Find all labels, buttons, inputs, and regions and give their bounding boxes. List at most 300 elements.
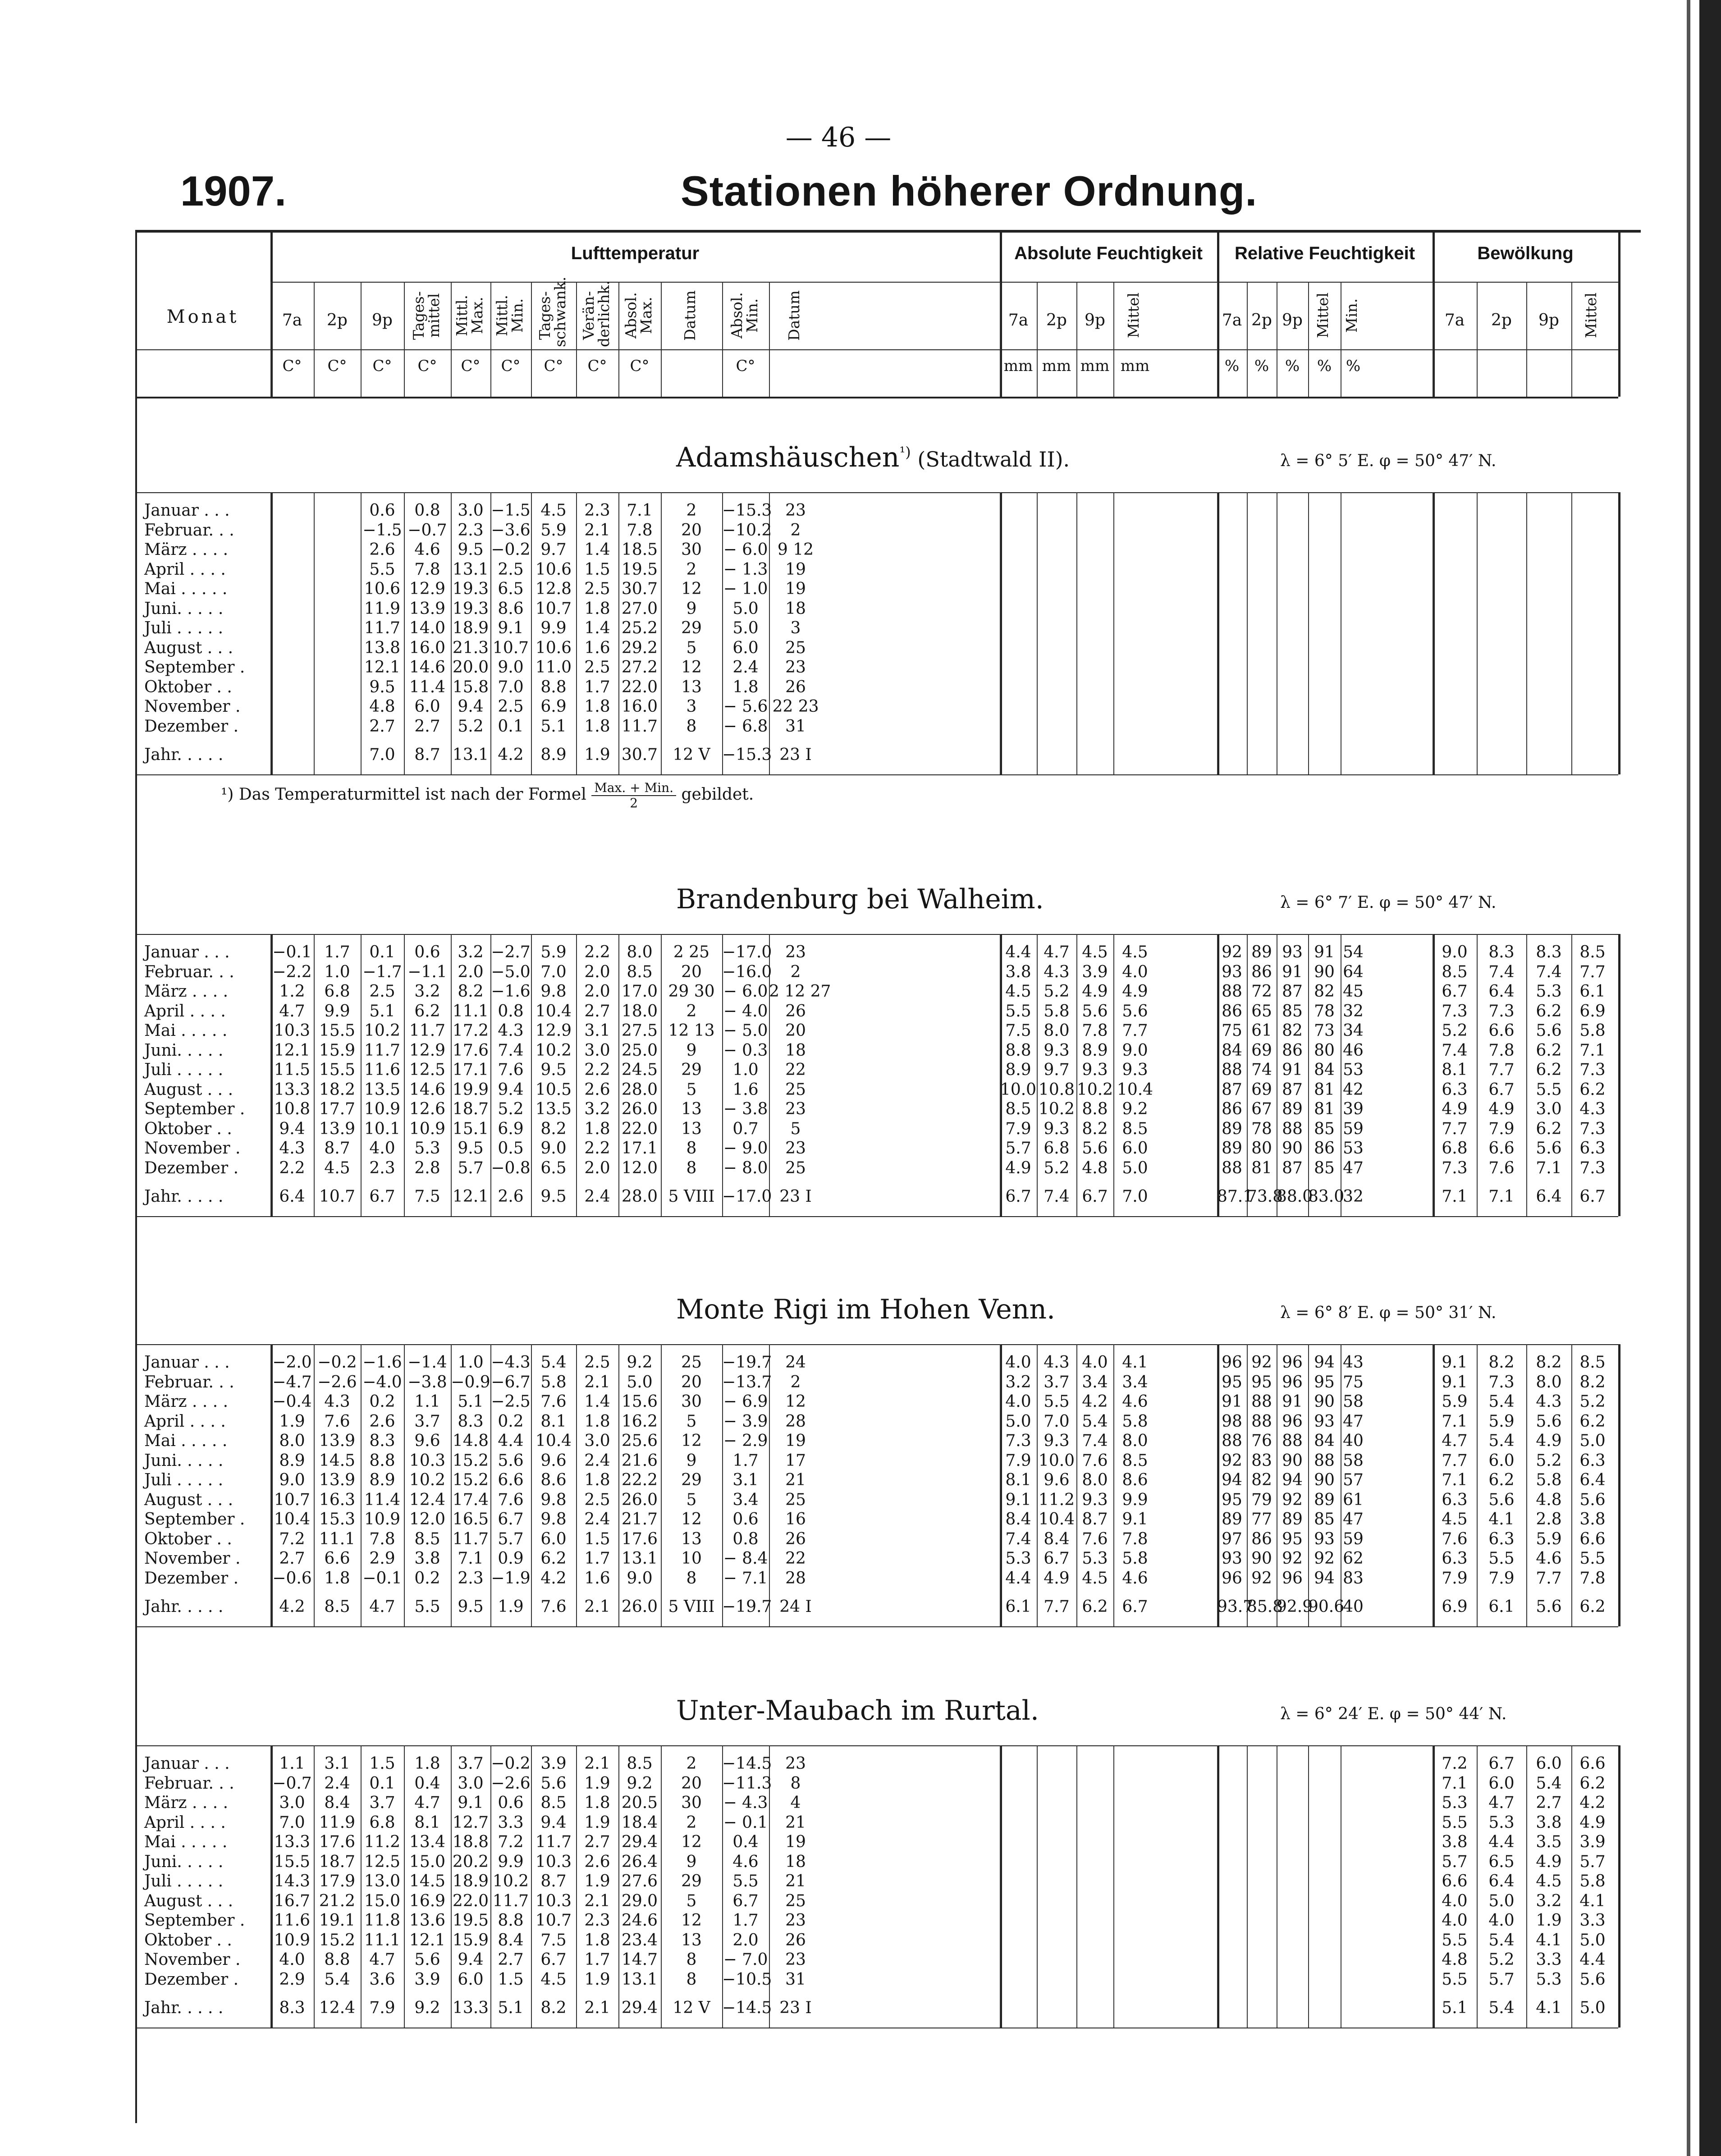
table-cell: 0.6 [414, 943, 440, 961]
table-cell: 92 [1222, 943, 1242, 961]
table-cell: 17.6 [452, 1041, 489, 1060]
table-cell: 5.8 [1122, 1412, 1148, 1431]
rule-horizontal [135, 1626, 1618, 1627]
row-month-label: August . . . [144, 1490, 233, 1509]
table-cell: 15.8 [452, 677, 489, 696]
table-cell: 8 [686, 1139, 697, 1158]
table-cell: 9.1 [498, 619, 524, 637]
table-cell: −1.6 [491, 982, 531, 1001]
column-header: Mittel [1582, 293, 1600, 339]
table-cell: 32 [1343, 1187, 1364, 1206]
table-cell: 5.9 [1536, 1529, 1562, 1548]
table-cell: 23 I [779, 1187, 812, 1206]
table-cell: 14.5 [409, 1872, 446, 1891]
table-cell: 2.7 [279, 1549, 305, 1568]
table-cell: 96 [1282, 1353, 1303, 1372]
table-cell: 45 [1343, 982, 1364, 1001]
table-cell: 96 [1222, 1353, 1242, 1372]
table-cell: 11.7 [535, 1833, 572, 1851]
table-cell: 8.5 [627, 1754, 653, 1773]
table-cell: 7.9 [369, 1999, 395, 2017]
table-cell: 9.3 [1044, 1041, 1070, 1060]
table-cell: 4 [790, 1794, 801, 1812]
rule-vertical [1308, 282, 1309, 397]
table-cell: 5.8 [540, 1373, 567, 1392]
table-cell: 23.4 [621, 1931, 658, 1950]
table-cell: 95 [1282, 1529, 1303, 1548]
row-month-label: November . [144, 1139, 241, 1158]
table-cell: 87 [1282, 1158, 1303, 1177]
table-cell: 18.9 [452, 619, 489, 637]
table-cell: 15.5 [319, 1021, 356, 1040]
table-cell: 9.3 [1044, 1119, 1070, 1138]
table-cell: 5.9 [540, 943, 567, 961]
table-cell: 15.0 [409, 1852, 446, 1871]
table-cell: 92.9 [1277, 1598, 1313, 1616]
table-cell: 9.5 [369, 677, 395, 696]
table-cell: − 6.9 [723, 1392, 768, 1411]
table-cell: 6.2 [1579, 1598, 1606, 1616]
table-cell: 5 VIII [668, 1187, 715, 1206]
table-cell: 9 12 [777, 540, 814, 559]
table-cell: 5.8 [1579, 1872, 1606, 1891]
table-cell: 5.7 [498, 1529, 524, 1548]
table-cell: 1.7 [584, 677, 610, 696]
table-cell: 0.6 [498, 1794, 524, 1812]
row-month-label: Februar. . . [144, 521, 234, 540]
table-cell: 19.5 [452, 1911, 489, 1930]
table-cell: 5.5 [1442, 1970, 1468, 1989]
table-cell: 1.8 [584, 1412, 610, 1431]
table-cell: 92 [1251, 1569, 1272, 1588]
table-cell: 6.3 [1579, 1139, 1606, 1158]
table-cell: 7.3 [1488, 1373, 1515, 1392]
table-cell: 2.3 [458, 521, 484, 540]
table-cell: 4.9 [1536, 1852, 1562, 1871]
table-cell: 4.5 [1082, 943, 1108, 961]
table-cell: 20.5 [621, 1794, 658, 1812]
table-cell: 6.5 [498, 580, 524, 598]
table-cell: 90 [1314, 1471, 1335, 1489]
table-cell: 7.5 [1005, 1021, 1031, 1040]
table-cell: 5 [686, 1412, 697, 1431]
table-cell: 22 23 [772, 697, 819, 716]
station-name: Monte Rigi im Hohen Venn. [676, 1294, 1056, 1325]
table-cell: 7.7 [1122, 1021, 1148, 1040]
table-cell: 6.3 [1442, 1080, 1468, 1099]
table-cell: 5.7 [1579, 1852, 1606, 1871]
table-cell: 11.7 [621, 717, 658, 736]
table-cell: 10.2 [1038, 1100, 1075, 1118]
column-unit: C° [630, 357, 650, 375]
table-cell: 7.6 [324, 1412, 350, 1431]
table-cell: 4.5 [540, 501, 567, 520]
table-cell: 4.7 [369, 1950, 395, 1969]
table-cell: 5.7 [1488, 1970, 1515, 1989]
table-cell: 4.9 [1005, 1158, 1031, 1177]
table-cell: 1.6 [584, 638, 610, 657]
table-cell: 9.1 [458, 1794, 484, 1812]
table-cell: 0.8 [498, 1002, 524, 1021]
table-cell: 69 [1251, 1080, 1272, 1099]
table-cell: 2.7 [584, 1833, 610, 1851]
table-cell: 3.9 [414, 1970, 440, 1989]
table-cell: 8 [686, 1970, 697, 1989]
table-cell: 58 [1343, 1451, 1364, 1470]
table-cell: 91 [1222, 1392, 1242, 1411]
rule-vertical [1076, 492, 1077, 774]
table-cell: 75 [1222, 1021, 1242, 1040]
table-cell: 0.1 [369, 1774, 395, 1793]
table-cell: 13 [681, 1529, 702, 1548]
table-cell: 5.6 [1082, 1139, 1108, 1158]
table-cell: 7.9 [1488, 1569, 1515, 1588]
table-cell: 6.0 [414, 697, 440, 716]
table-cell: 14.8 [452, 1432, 489, 1450]
table-cell: 12.4 [409, 1490, 446, 1509]
table-cell: 8.5 [627, 962, 653, 981]
table-cell: 3.0 [458, 1774, 484, 1793]
row-month-label: Dezember . [144, 1158, 239, 1177]
table-cell: 9 [686, 1041, 697, 1060]
table-cell: −0.8 [491, 1158, 531, 1177]
column-header: Datum [681, 290, 699, 341]
table-cell: 59 [1343, 1119, 1364, 1138]
table-cell: 7.1 [1442, 1471, 1468, 1489]
table-cell: 2.3 [584, 1911, 610, 1930]
table-cell: 10.0 [1038, 1451, 1075, 1470]
table-cell: 4.2 [540, 1569, 567, 1588]
table-cell: 5.3 [1536, 1970, 1562, 1989]
table-cell: 23 [785, 501, 806, 520]
table-cell: 5.9 [540, 521, 567, 540]
table-cell: 5.6 [1536, 1412, 1562, 1431]
table-cell: 7.6 [1488, 1158, 1515, 1177]
table-cell: 11.1 [364, 1931, 401, 1950]
table-cell: − 4.3 [723, 1794, 768, 1812]
table-cell: −17.0 [722, 943, 772, 961]
table-cell: 0.4 [414, 1774, 440, 1793]
table-cell: 86 [1251, 962, 1272, 981]
table-cell: 6.9 [540, 697, 567, 716]
table-cell: 3.6 [369, 1970, 395, 1989]
row-month-label: Februar. . . [144, 1373, 234, 1392]
table-cell: 15.5 [319, 1061, 356, 1079]
table-cell: 2 [790, 962, 801, 981]
table-cell: 9.5 [540, 1061, 567, 1079]
table-cell: 2 [686, 1002, 697, 1021]
table-cell: 92 [1222, 1451, 1242, 1470]
table-cell: 28 [785, 1412, 806, 1431]
table-cell: 95 [1222, 1373, 1242, 1392]
rule-horizontal [135, 1745, 1618, 1746]
table-cell: 7.0 [1044, 1412, 1070, 1431]
table-cell: 6.2 [1579, 1080, 1606, 1099]
table-cell: 88.0 [1277, 1187, 1313, 1206]
table-cell: 0.2 [369, 1392, 395, 1411]
table-cell: 0.2 [414, 1569, 440, 1588]
table-cell: 6.2 [1536, 1041, 1562, 1060]
table-cell: − 5.0 [723, 1021, 768, 1040]
table-cell: 10.9 [364, 1510, 401, 1529]
table-cell: 9.0 [627, 1569, 653, 1588]
rule-vertical [1571, 492, 1572, 774]
rule-vertical [531, 282, 532, 397]
table-cell: 1.5 [584, 560, 610, 579]
table-cell: 19.1 [319, 1911, 356, 1930]
table-cell: 21.6 [621, 1451, 658, 1470]
table-cell: 23 [785, 1950, 806, 1969]
row-month-label: Oktober . . [144, 1529, 232, 1548]
table-cell: 9.1 [1005, 1490, 1031, 1509]
table-cell: 96 [1282, 1412, 1303, 1431]
table-cell: 2.5 [369, 982, 395, 1001]
table-cell: 2.6 [369, 540, 395, 559]
rule-vertical [270, 492, 271, 774]
table-cell: 2.9 [279, 1970, 305, 1989]
table-cell: 8.2 [540, 1999, 567, 2017]
table-cell: 8.5 [1579, 1353, 1606, 1372]
table-cell: 7.1 [1442, 1187, 1468, 1206]
table-cell: 91 [1282, 962, 1303, 981]
table-cell: 8.7 [324, 1139, 350, 1158]
table-cell: −2.6 [491, 1774, 531, 1793]
table-cell: 4.9 [1122, 982, 1148, 1001]
table-cell: 8 [686, 717, 697, 736]
page-title: Stationen höherer Ordnung. [681, 167, 1258, 215]
table-cell: 16.9 [409, 1891, 446, 1910]
table-cell: 20.2 [452, 1852, 489, 1871]
table-cell: 3.5 [1536, 1833, 1562, 1851]
table-cell: 29.4 [621, 1833, 658, 1851]
table-cell: 6.6 [324, 1549, 350, 1568]
row-month-label: April . . . . [144, 1813, 226, 1832]
rule-vertical [1000, 1745, 1001, 2028]
table-cell: 1.7 [584, 1950, 610, 1969]
table-cell: 8.1 [414, 1813, 440, 1832]
table-cell: 2.7 [369, 717, 395, 736]
rule-vertical [1000, 282, 1001, 397]
table-cell: 6.4 [1488, 982, 1515, 1001]
table-cell: 8.5 [540, 1794, 567, 1812]
table-cell: 90 [1314, 1392, 1335, 1411]
table-cell: −1.9 [491, 1569, 531, 1588]
rule-vertical [1000, 492, 1001, 774]
table-cell: 5.6 [540, 1774, 567, 1793]
table-cell: 3.1 [324, 1754, 350, 1773]
table-cell: 5.5 [414, 1598, 440, 1616]
rule-vertical [1037, 1745, 1038, 2028]
table-cell: 7.9 [1005, 1451, 1031, 1470]
row-month-label: Jahr. . . . . [144, 1598, 224, 1616]
table-cell: 64 [1343, 962, 1364, 981]
table-cell: 6.0 [540, 1529, 567, 1548]
table-cell: 2 [790, 521, 801, 540]
table-cell: 7.3 [1442, 1002, 1468, 1021]
table-cell: 29.2 [621, 638, 658, 657]
table-cell: 7.0 [1122, 1187, 1148, 1206]
table-cell: 1.1 [414, 1392, 440, 1411]
table-cell: 82 [1282, 1021, 1303, 1040]
table-cell: 0.9 [498, 1549, 524, 1568]
table-cell: 3.2 [458, 943, 484, 961]
table-cell: 4.9 [1536, 1432, 1562, 1450]
table-cell: 83 [1251, 1451, 1272, 1470]
table-cell: 10.2 [492, 1872, 529, 1891]
table-cell: 24 [785, 1353, 806, 1372]
table-cell: 4.3 [498, 1021, 524, 1040]
table-cell: 11.8 [364, 1911, 401, 1930]
column-header: Tages- schwank. [536, 276, 569, 347]
table-cell: 10.2 [1076, 1080, 1113, 1099]
table-cell: −0.2 [317, 1353, 357, 1372]
table-cell: 5.4 [1488, 1392, 1515, 1411]
table-cell: 6.7 [1082, 1187, 1108, 1206]
table-cell: 9.4 [498, 1080, 524, 1099]
table-cell: 12.7 [452, 1813, 489, 1832]
table-cell: 19.3 [452, 580, 489, 598]
table-cell: 3.2 [414, 982, 440, 1001]
table-cell: 8.7 [1082, 1510, 1108, 1529]
table-cell: 10.3 [535, 1852, 572, 1871]
table-cell: 10.4 [274, 1510, 311, 1529]
table-cell: 8.4 [1044, 1529, 1070, 1548]
table-cell: 17.2 [452, 1021, 489, 1040]
table-cell: 1.9 [279, 1412, 305, 1431]
table-cell: 5.1 [369, 1002, 395, 1021]
station-coordinates: λ = 6° 8′ E. φ = 50° 31′ N. [1280, 1304, 1497, 1322]
footnote-mark: ¹) [899, 444, 911, 461]
table-cell: 2.7 [414, 717, 440, 736]
table-cell: 83 [1343, 1569, 1364, 1588]
table-cell: 6.2 [1579, 1774, 1606, 1793]
rule-vertical [490, 282, 491, 397]
table-cell: 4.7 [414, 1794, 440, 1812]
table-cell: 0.8 [414, 501, 440, 520]
table-cell: 8.9 [1005, 1061, 1031, 1079]
row-month-label: Juli . . . . . [144, 1872, 224, 1891]
table-cell: 2.6 [584, 1080, 610, 1099]
table-cell: 4.3 [1044, 962, 1070, 981]
table-cell: 5.4 [540, 1353, 567, 1372]
table-cell: 8.1 [540, 1412, 567, 1431]
table-cell: 22.0 [621, 677, 658, 696]
table-cell: 5.9 [1442, 1392, 1468, 1411]
table-cell: −14.5 [722, 1999, 772, 2017]
table-cell: 15.6 [621, 1392, 658, 1411]
table-cell: 3.8 [414, 1549, 440, 1568]
table-cell: 61 [1251, 1021, 1272, 1040]
table-cell: 92 [1282, 1549, 1303, 1568]
table-cell: 1.4 [584, 540, 610, 559]
table-cell: 7.6 [1082, 1451, 1108, 1470]
table-cell: 5.6 [498, 1451, 524, 1470]
table-cell: 8.2 [1536, 1353, 1562, 1372]
table-cell: 20 [681, 962, 702, 981]
table-cell: 2.0 [584, 982, 610, 1001]
table-cell: 5.2 [1044, 982, 1070, 1001]
table-cell: 6.7 [498, 1510, 524, 1529]
table-cell: −1.5 [491, 501, 531, 520]
table-cell: 7.1 [627, 501, 653, 520]
table-cell: 40 [1343, 1432, 1364, 1450]
table-cell: 8.1 [1005, 1471, 1031, 1489]
table-cell: 81 [1314, 1100, 1335, 1118]
table-cell: 6.7 [1488, 1080, 1515, 1099]
table-cell: 76 [1251, 1432, 1272, 1450]
table-cell: 94 [1282, 1471, 1303, 1489]
table-cell: −6.7 [491, 1373, 531, 1392]
table-cell: 6.7 [1579, 1187, 1606, 1206]
table-cell: 5.5 [1488, 1549, 1515, 1568]
table-cell: 10.7 [535, 1911, 572, 1930]
table-cell: 8.3 [458, 1412, 484, 1431]
table-cell: − 1.3 [723, 560, 768, 579]
table-cell: 88 [1222, 1432, 1242, 1450]
table-cell: 8.2 [1579, 1373, 1606, 1392]
table-cell: 8.4 [1005, 1510, 1031, 1529]
column-header: Mittel [1125, 293, 1142, 339]
rule-horizontal [135, 934, 1618, 935]
table-cell: −2.7 [491, 943, 531, 961]
table-cell: 5.4 [1082, 1412, 1108, 1431]
table-cell: 21 [785, 1813, 806, 1832]
table-cell: 5.0 [627, 1373, 653, 1392]
table-cell: 4.6 [1122, 1392, 1148, 1411]
table-cell: 3.0 [1536, 1100, 1562, 1118]
table-cell: 7.2 [1442, 1754, 1468, 1773]
rule-vertical [722, 282, 723, 397]
table-cell: 7.4 [1082, 1432, 1108, 1450]
table-cell: 11.7 [492, 1891, 529, 1910]
table-cell: 7.2 [498, 1833, 524, 1851]
table-cell: 8.7 [540, 1872, 567, 1891]
table-cell: 2.4 [584, 1451, 610, 1470]
column-header: Tages- mittel [410, 291, 443, 340]
station-title [676, 883, 1044, 915]
table-cell: 6.3 [1442, 1490, 1468, 1509]
table-cell: 13 [681, 1931, 702, 1950]
table-cell: 0.8 [732, 1529, 759, 1548]
table-cell: 12.9 [535, 1021, 572, 1040]
table-cell: 5.3 [414, 1139, 440, 1158]
table-cell: 11.9 [319, 1813, 356, 1832]
table-cell: 13.5 [535, 1100, 572, 1118]
table-cell: 25 [785, 638, 806, 657]
column-unit: C° [736, 357, 755, 375]
rule-vertical [1217, 1745, 1218, 2028]
table-cell: 7.5 [540, 1931, 567, 1950]
table-cell: 3.4 [1122, 1373, 1148, 1392]
column-header: 9p [1282, 311, 1303, 330]
table-cell: 93 [1222, 1549, 1242, 1568]
table-cell: 4.6 [732, 1852, 759, 1871]
table-cell: 3.9 [540, 1754, 567, 1773]
table-cell: 91 [1282, 1061, 1303, 1079]
table-cell: 86 [1282, 1041, 1303, 1060]
table-cell: 5.6 [1536, 1598, 1562, 1616]
table-cell: 2.8 [414, 1158, 440, 1177]
table-cell: −0.1 [272, 943, 312, 961]
table-cell: 9.0 [498, 658, 524, 677]
table-cell: 9 [686, 599, 697, 618]
table-cell: 9 [686, 1852, 697, 1871]
table-cell: 2 [686, 1754, 697, 1773]
table-cell: 2.5 [584, 1353, 610, 1372]
table-cell: 9.5 [458, 540, 484, 559]
table-cell: 47 [1343, 1510, 1364, 1529]
row-month-label: August . . . [144, 1080, 233, 1099]
